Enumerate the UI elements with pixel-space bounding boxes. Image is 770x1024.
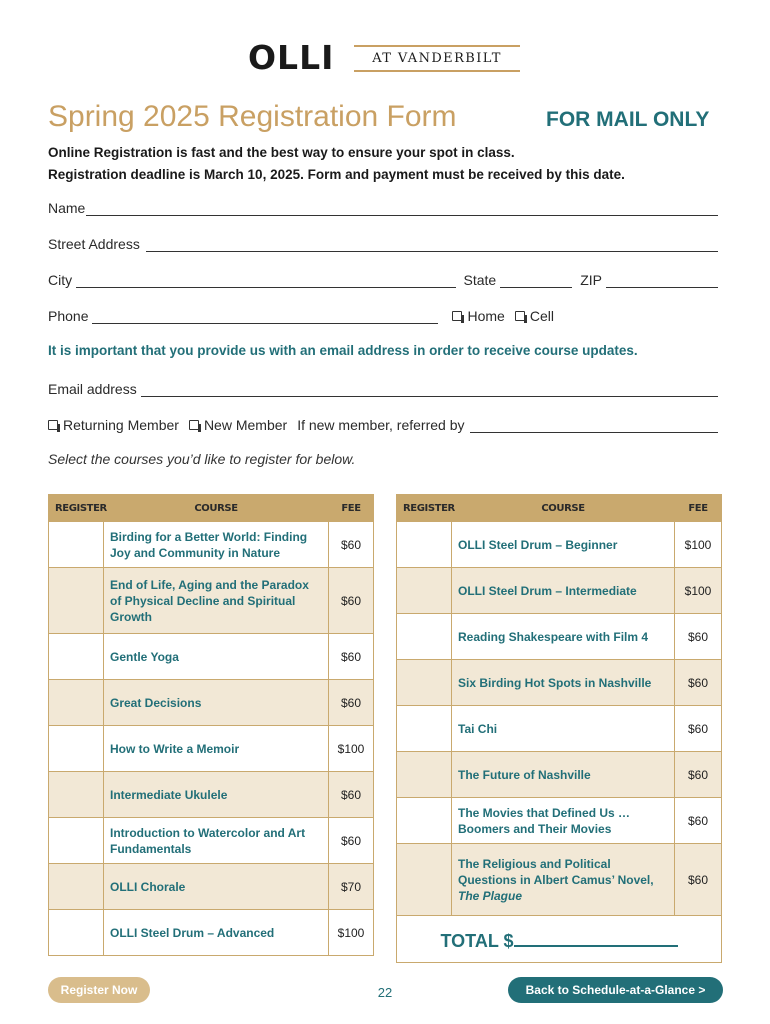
register-checkbox-cell[interactable] [397,522,452,568]
fee-column-header: FEE [329,495,374,522]
register-checkbox-cell[interactable] [397,752,452,798]
course-name: Tai Chi [452,706,675,752]
left-course-table [48,494,374,956]
course-fee: $60 [675,660,722,706]
course-name: Birding for a Better World: Finding Joy and Community in Nature [104,522,329,568]
checkbox-icon [452,311,462,321]
phone-input-line[interactable] [92,309,438,324]
course-fee: $60 [675,798,722,844]
course-fee: $60 [329,680,374,726]
course-fee: $60 [329,772,374,818]
mail-only-label: FOR MAIL ONLY [546,108,710,131]
email-input-line[interactable] [141,382,718,397]
name-field-row [48,196,718,216]
intro-line-2: Registration deadline is March 10, 2025. Form and payment must be received by this date. [48,167,625,182]
logo-tagline: AT VANDERBILT [354,45,520,72]
returning-member-label: Returning Member [63,417,179,433]
referred-label: If new member, referred by [297,417,465,433]
course-fee: $100 [675,568,722,614]
course-name: Six Birding Hot Spots in Nashville [452,660,675,706]
course-name-text: The Religious and Political Questions in Albert Camus’ Novel, [458,856,654,887]
register-checkbox-cell[interactable] [49,522,104,568]
register-now-button[interactable]: Register Now [48,977,150,1003]
register-checkbox-cell[interactable] [49,818,104,864]
street-input-line[interactable] [146,237,718,252]
city-state-zip-row [48,268,718,288]
email-label: Email address [48,381,137,397]
course-name: Gentle Yoga [104,634,329,680]
phone-field-row [48,304,608,324]
course-name [452,844,675,916]
name-input-line[interactable] [86,201,718,216]
register-checkbox-cell[interactable] [397,844,452,916]
course-fee: $60 [675,844,722,916]
email-notice: It is important that you provide us with an email address in order to receive course updates. [48,343,638,358]
right-course-table [396,494,722,963]
city-input-line[interactable] [76,273,455,288]
course-name: End of Life, Aging and the Paradox of Physical Decline and Spiritual Growth [104,568,329,634]
checkbox-icon [48,420,58,430]
course-column-header: COURSE [452,495,675,522]
membership-row [48,413,718,433]
returning-member-checkbox[interactable] [48,417,179,433]
course-fee: $100 [675,522,722,568]
course-fee: $60 [329,568,374,634]
total-label: TOTAL $ [440,930,514,951]
register-checkbox-cell[interactable] [49,568,104,634]
name-label: Name [48,200,86,216]
home-checkbox[interactable] [452,308,504,324]
course-name: The Movies that Defined Us … Boomers and Their Movies [452,798,675,844]
fee-column-header: FEE [675,495,722,522]
checkbox-icon [189,420,199,430]
course-column-header: COURSE [104,495,329,522]
course-name: Introduction to Watercolor and Art Fundamentals [104,818,329,864]
state-input-line[interactable] [500,273,572,288]
register-checkbox-cell[interactable] [49,634,104,680]
course-fee: $60 [329,634,374,680]
register-checkbox-cell[interactable] [397,660,452,706]
course-name: OLLI Chorale [104,864,329,910]
page-number: 22 [377,985,393,1000]
page-title: Spring 2025 Registration Form [48,100,457,133]
street-label: Street Address [48,236,140,252]
select-courses-note: Select the courses you’d like to register for below. [48,451,356,467]
street-field-row [48,232,718,252]
cell-label: Cell [529,308,554,324]
course-name: The Future of Nashville [452,752,675,798]
register-checkbox-cell[interactable] [49,726,104,772]
course-fee: $60 [329,522,374,568]
email-field-row [48,377,718,397]
register-checkbox-cell[interactable] [49,910,104,956]
register-checkbox-cell[interactable] [397,614,452,660]
register-checkbox-cell[interactable] [49,680,104,726]
zip-label: ZIP [580,272,602,288]
register-checkbox-cell[interactable] [397,798,452,844]
total-cell [397,916,722,963]
state-label: State [463,272,497,288]
course-fee: $100 [329,726,374,772]
home-label: Home [467,308,505,324]
back-to-schedule-button[interactable]: Back to Schedule-at-a-Glance > [508,977,723,1003]
course-name: OLLI Steel Drum – Advanced [104,910,329,956]
phone-label: Phone [48,308,89,324]
course-name: Intermediate Ukulele [104,772,329,818]
olli-logo [248,40,528,76]
city-label: City [48,272,73,288]
course-fee: $60 [329,818,374,864]
course-name: OLLI Steel Drum – Beginner [452,522,675,568]
zip-input-line[interactable] [606,273,718,288]
register-column-header: REGISTER [49,495,104,522]
book-title: The Plague [458,888,523,903]
register-checkbox-cell[interactable] [397,568,452,614]
logo-wordmark: OLLI [248,38,335,77]
course-name: Great Decisions [104,680,329,726]
register-column-header: REGISTER [397,495,452,522]
course-name: Reading Shakespeare with Film 4 [452,614,675,660]
total-input-line[interactable] [514,927,678,947]
register-checkbox-cell[interactable] [49,772,104,818]
course-fee: $60 [675,614,722,660]
register-checkbox-cell[interactable] [397,706,452,752]
course-fee: $100 [329,910,374,956]
new-member-checkbox[interactable] [189,417,287,433]
cell-checkbox[interactable] [515,308,554,324]
referred-input-line[interactable] [470,418,718,433]
checkbox-icon [515,311,525,321]
new-member-label: New Member [203,417,288,433]
course-fee: $60 [675,752,722,798]
course-name: How to Write a Memoir [104,726,329,772]
register-checkbox-cell[interactable] [49,864,104,910]
course-fee: $70 [329,864,374,910]
course-name: OLLI Steel Drum – Intermediate [452,568,675,614]
course-fee: $60 [675,706,722,752]
intro-line-1: Online Registration is fast and the best way to ensure your spot in class. [48,145,515,160]
